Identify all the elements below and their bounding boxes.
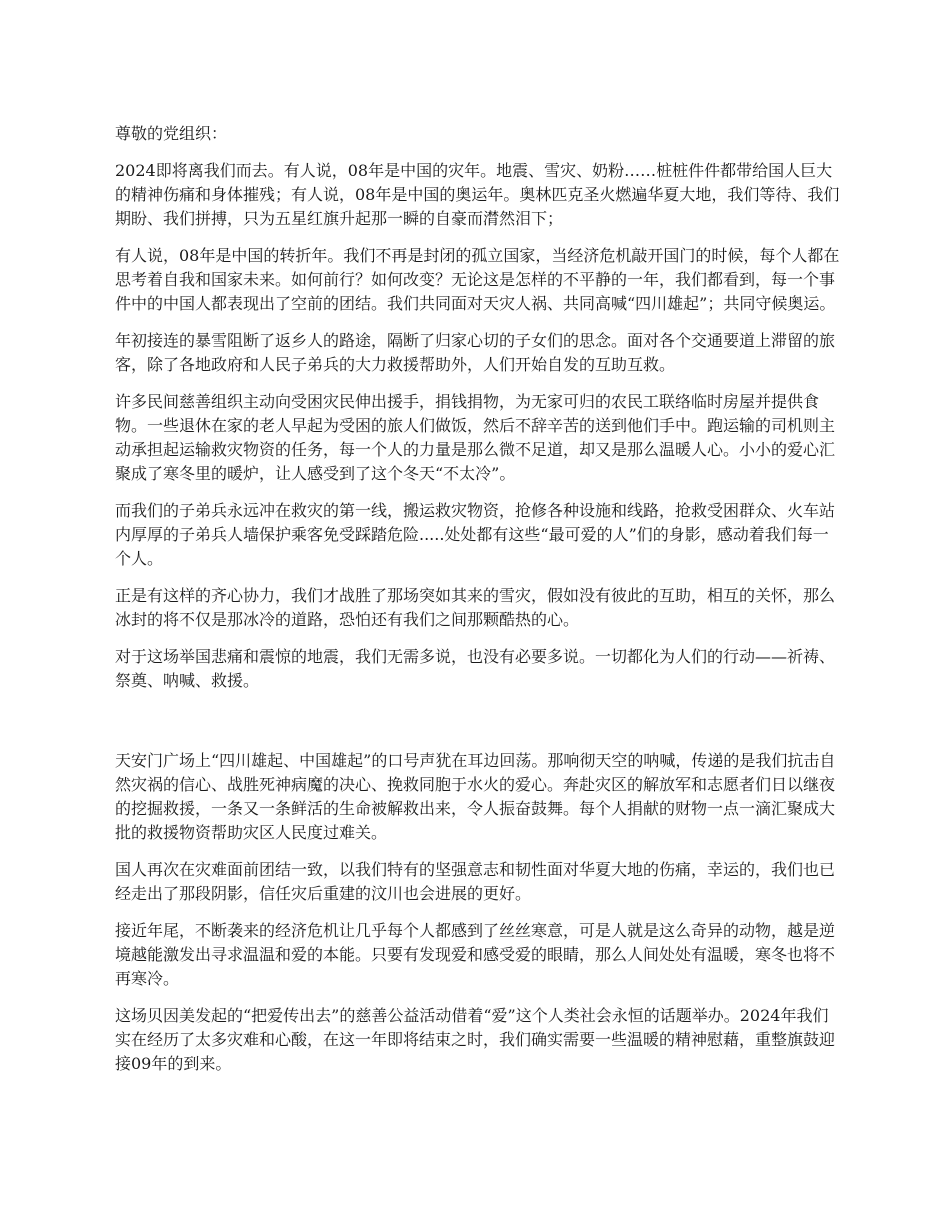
document-body: [115, 122, 840, 1089]
paragraph-11: 这场贝因美发起的“把爱传出去”的慈善公益活动借着“爱”这个人类社会永恒的话题举办。2024年我们实在经历了太多灾难和心酸，在这一年即将结束之时，我们确实需要一些温暖的精神慰藉，重整旗鼓迎接09年的到来。: [115, 1006, 836, 1073]
paragraph-4: 许多民间慈善组织主动向受困灾民伸出援手，捐钱捐物，为无家可归的农民工联络临时房屋并提供食物。一些退休在家的老人早起为受困的旅人们做饭，然后不辞辛苦的送到他们手中。跑运输的司机则主动承担起运输救灾物资的任务，每一个人的力量是那么微不足道，却又是那么温暖人心。小小的爱心汇聚成了寒冬里的暖炉，让人感受到了这个冬天“不太冷”。: [115, 392, 836, 483]
paragraph-2: 有人说，08年是中国的转折年。我们不再是封闭的孤立国家，当经济危机敲开国门的时候，每个人都在思考着自我和国家未来。如何前行？如何改变？无论这是怎样的不平静的一年，我们都看到，每一个事件中的中国人都表现出了空前的团结。我们共同面对天灾人祸、共同高喊“四川雄起”；共同守候奥运。: [115, 246, 840, 313]
paragraph-5: 而我们的子弟兵永远冲在救灾的第一线，搬运救灾物资，抢修各种设施和线路，抢救受困群众、火车站内厚厚的子弟兵人墙保护乘客免受踩踏危险.....处处都有这些“最可爱的人”们的身影，感动着我们每一个人。: [115, 501, 836, 568]
paragraph-7: 对于这场举国悲痛和震惊的地震，我们无需多说，也没有必要多说。一切都化为人们的行动——祈祷、祭奠、呐喊、救援。: [115, 647, 836, 690]
paragraph-8: 天安门广场上“四川雄起、中国雄起”的口号声犹在耳边回荡。那响彻天空的呐喊，传递的是我们抗击自然灾祸的信心、战胜死神病魔的决心、挽救同胞于水火的爱心。奔赴灾区的解放军和志愿者们日以继夜的挖掘救援，一条又一条鲜活的生命被解救出来，令人振奋鼓舞。每个人捐献的财物一点一滴汇聚成大批的救援物资帮助灾区人民度过难关。: [115, 751, 836, 842]
paragraph-6: 正是有这样的齐心协力，我们才战胜了那场突如其来的雪灾，假如没有彼此的互助，相互的关怀，那么冰封的将不仅是那冰冷的道路，恐怕还有我们之间那颗酷热的心。: [115, 586, 836, 629]
paragraph-3: 年初接连的暴雪阻断了返乡人的路途，隔断了归家心切的子女们的思念。面对各个交通要道上滞留的旅客，除了各地政府和人民子弟兵的大力救援帮助外，人们开始自发的互助互救。: [115, 331, 836, 374]
paragraph-10: 接近年尾，不断袭来的经济危机让几乎每个人都感到了丝丝寒意，可是人就是这么奇异的动物，越是逆境越能激发出寻求温温和爱的本能。只要有发现爱和感受爱的眼睛，那么人间处处有温暖，寒冬也将不再寒冷。: [115, 921, 836, 988]
paragraph-1: 2024即将离我们而去。有人说，08年是中国的灾年。地震、雪灾、奶粉……桩桩件件都带给国人巨大的精神伤痛和身体摧残；有人说，08年是中国的奥运年。奥林匹克圣火燃遍华夏大地，我们等待、我们期盼、我们拼搏，只为五星红旗升起那一瞬的自豪而潸然泪下；: [115, 161, 840, 228]
salutation: 尊敬的党组织：: [115, 124, 228, 143]
section-gap: [115, 706, 840, 749]
paragraph-9: 国人再次在灾难面前团结一致，以我们特有的坚强意志和韧性面对华夏大地的伤痛，幸运的，我们也已经走出了那段阴影，信任灾后重建的汶川也会进展的更好。: [115, 860, 836, 903]
